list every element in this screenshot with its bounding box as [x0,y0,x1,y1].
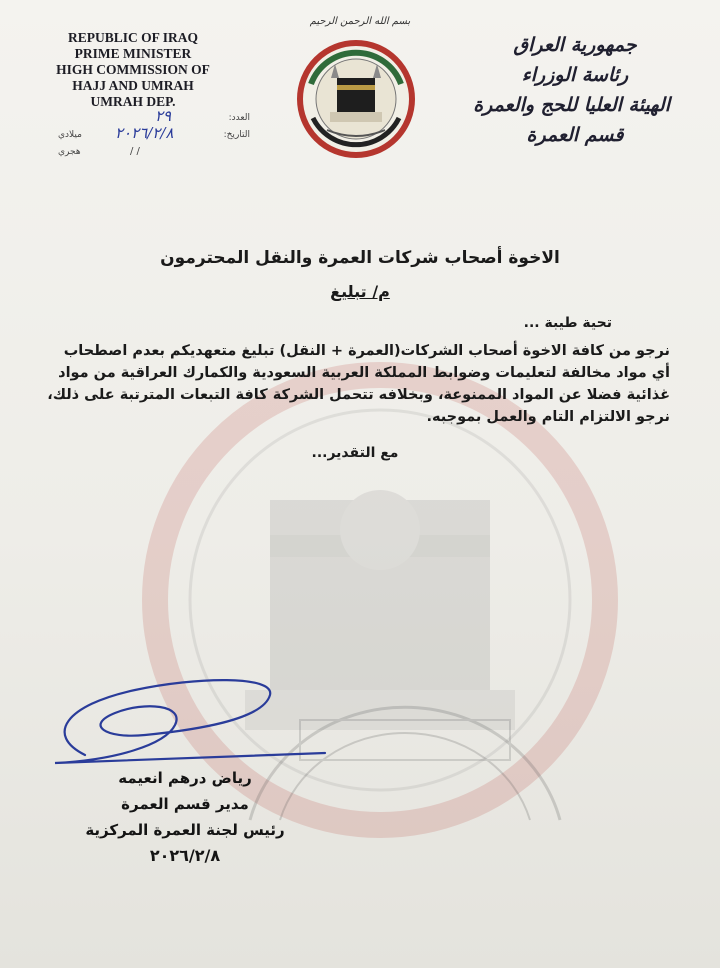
letterhead-arabic-line: الهيئة العليا للحج والعمرة [473,94,670,116]
reference-date-label: التاريخ: [223,130,250,140]
letterhead-line: PRIME MINISTER [74,46,192,61]
letter-greeting: تحية طيبة ... [523,315,612,331]
letterhead-arabic-line: قسم العمرة [526,124,624,146]
signatory-block [60,765,310,869]
reference-number-label: العدد: [228,113,250,123]
letter-body-line: نرجو من كافة الاخوة أصحاب الشركات(العمرة + النقل) تبليغ متعهديكم بعدم اصطحاب [63,343,670,359]
gregorian-label: ميلادي [58,130,82,140]
reference-number-value: ٢٩ [155,107,172,125]
letter-body-line: غذائية فضلا عن المواد الممنوعة، وبخلافه تتحمل الشركة كافة التبعات المترتبة على ذلك، [47,387,670,403]
signatory-date: ٢٠٢٦/٢/٨ [149,846,221,865]
letter-subject [50,282,670,301]
hijri-value: / / [130,146,140,157]
hijri-label: هجري [58,147,81,157]
letter-body-line: أي مواد مخالفة لتعليمات وضوابط المملكة العربية السعودية والكمارك العراقية من مواد [58,365,670,381]
signature-icon [25,665,335,775]
letterhead-line: HAJJ AND UMRAH [72,78,194,93]
reference-date-value: ٢٠٢٦/٢/٨ [115,124,174,142]
basmala: بسم الله الرحمن الرحيم [309,16,411,27]
letter-regards: مع التقدير... [311,445,399,461]
signatory-name: رياض درهم انعيمه [118,769,252,787]
letterhead-line: UMRAH DEP. [90,94,176,109]
reference-hijri-row [60,144,250,161]
signatory-title: مدير قسم العمرة [121,795,249,813]
letterhead-line: HIGH COMMISSION OF [56,62,210,77]
signatory-title: رئيس لجنة العمرة المركزية [85,821,285,839]
letterhead-arabic-line: رئاسة الوزراء [521,64,629,86]
letter-body-line: نرجو الالتزام التام والعمل بموجبه. [426,409,670,425]
letter-body [47,340,670,428]
letter-subject-text: م/ تبليغ [330,282,390,301]
letterhead-english [48,30,218,110]
letterhead-line: REPUBLIC OF IRAQ [67,30,198,45]
reference-date-row [58,124,250,144]
reference-block [58,107,250,161]
hajj-commission-emblem-icon [297,40,415,158]
letter-addressee: الاخوة أصحاب شركات العمرة والنقل المحترمون [160,248,560,268]
letterhead-arabic [473,30,670,150]
letterhead-arabic-line: جمهورية العراق [513,34,637,56]
